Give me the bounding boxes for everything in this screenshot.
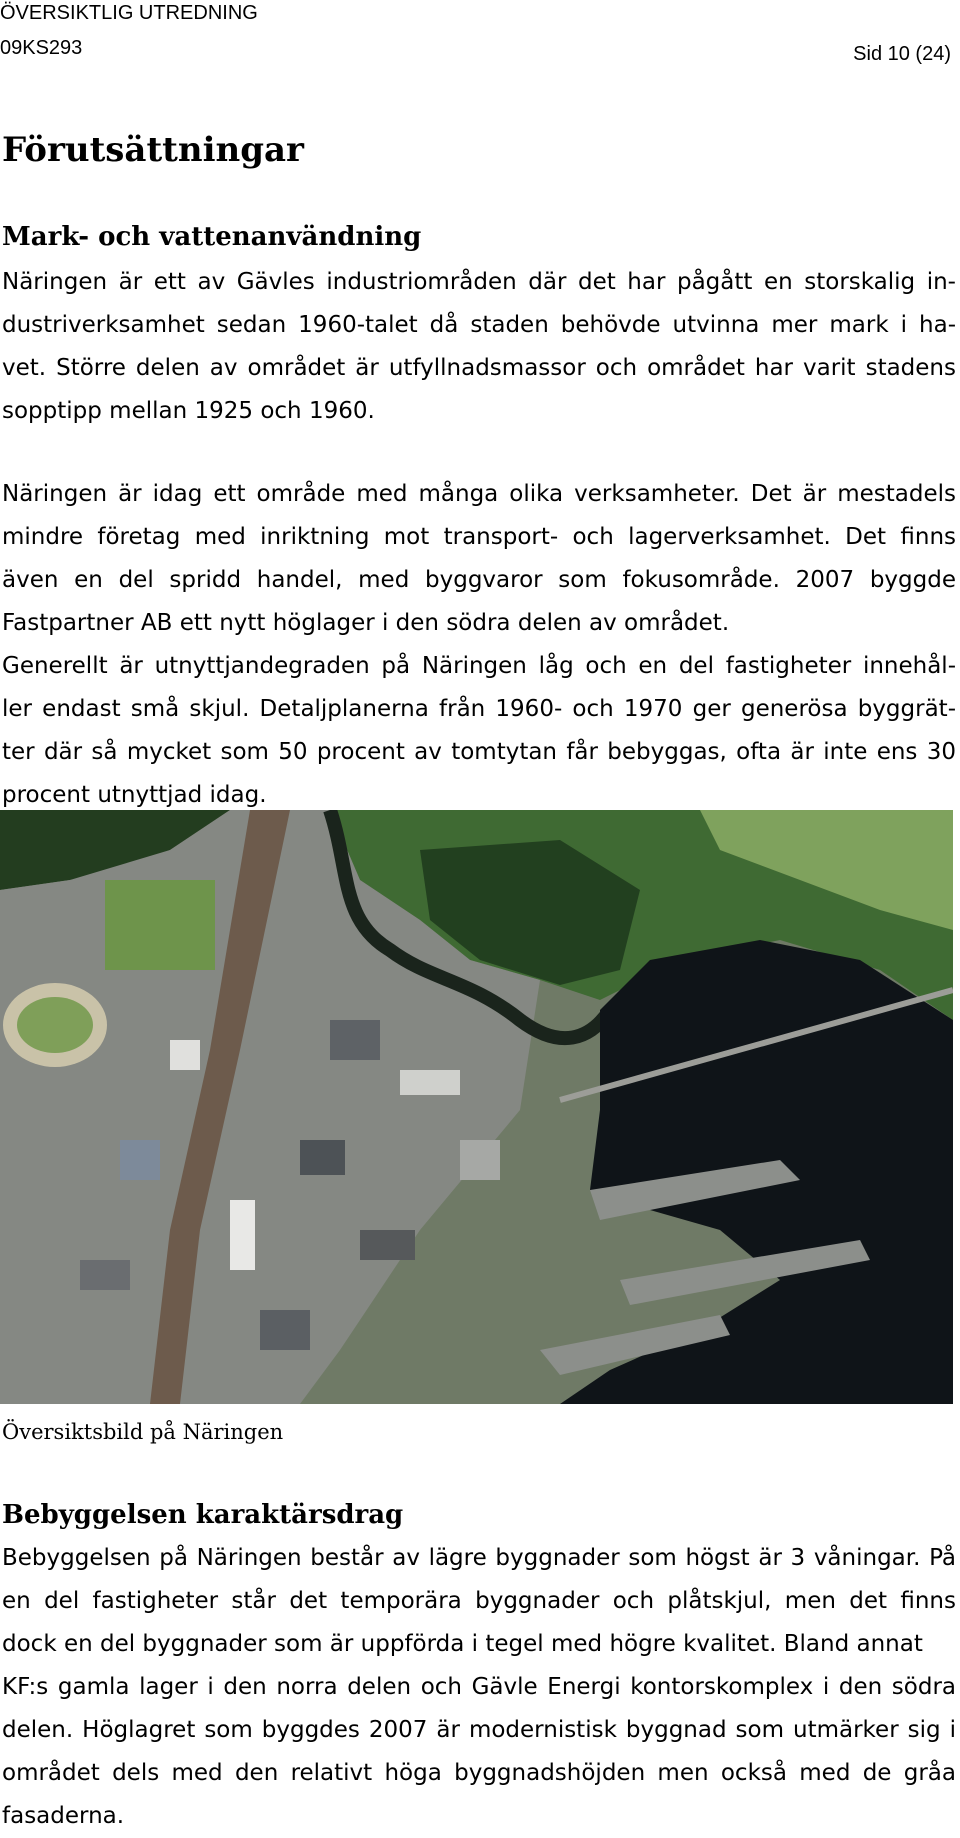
text-line: Näringen är ett av Gävles industriområden där det har pågått en storskalig in- — [2, 269, 956, 295]
building — [230, 1200, 255, 1270]
text-line: dock en del byggnader som är uppförda i tegel med högre kvalitet. Bland annat — [2, 1631, 923, 1657]
section-heading-buildings: Bebyggelsen karaktärsdrag — [2, 1500, 404, 1530]
page-title: Förutsättningar — [2, 130, 304, 170]
text-line: även en del spridd handel, med byggvaror som fokusområde. 2007 byggde — [2, 567, 956, 593]
building — [400, 1070, 460, 1095]
text-line: ler endast små skjul. Detaljplanerna från 1960- och 1970 ger generösa byggrät- — [2, 696, 956, 722]
text-line: dustriverksamhet sedan 1960-talet då staden behövde utvinna mer mark i ha- — [2, 312, 956, 338]
building — [360, 1230, 415, 1260]
text-line: procent utnyttjad idag. — [2, 782, 267, 808]
text-line: Näringen är idag ett område med många olika verksamheter. Det är mestadels — [2, 481, 956, 507]
sports-field — [105, 880, 215, 970]
text-line: mindre företag med inriktning mot transport- och lagerverksamhet. Det finns — [2, 524, 956, 550]
building — [460, 1140, 500, 1180]
building — [260, 1310, 310, 1350]
building — [300, 1140, 345, 1175]
figure-caption: Översiktsbild på Näringen — [2, 1420, 284, 1444]
document-id: 09KS293 — [0, 37, 83, 59]
text-line: Bebyggelsen på Näringen består av lägre byggnader som högst är 3 våningar. På — [2, 1545, 956, 1571]
text-line: sopptipp mellan 1925 och 1960. — [2, 398, 375, 424]
text-line: en del fastigheter står det temporära byggnader och plåtskjul, men det finns — [2, 1588, 956, 1614]
building — [120, 1140, 160, 1180]
building — [170, 1040, 200, 1070]
text-line: Generellt är utnyttjandegraden på Näringen låg och en del fastigheter innehål- — [2, 653, 956, 679]
building — [330, 1020, 380, 1060]
paragraph-building-character — [2, 1537, 956, 1838]
text-line: vet. Större delen av området är utfyllnadsmassor och området har varit stadens — [2, 355, 956, 381]
page-number: Sid 10 (24) — [853, 43, 951, 65]
text-line: Fastpartner AB ett nytt höglager i den södra delen av området. — [2, 610, 730, 636]
text-line: delen. Höglagret som byggdes 2007 är modernistisk byggnad som utmärker sig i — [2, 1717, 956, 1743]
text-line: ter där så mycket som 50 procent av tomtytan får bebyggas, ofta är inte ens 30 — [2, 739, 956, 765]
text-line: området dels med den relativt höga byggnadshöjden men också med de gråa — [2, 1760, 956, 1786]
paragraph-current-activities — [2, 473, 956, 817]
section-heading-land-use: Mark- och vattenanvändning — [2, 222, 422, 252]
report-type-label: ÖVERSIKTLIG UTREDNING — [0, 2, 258, 24]
paragraph-land-use-history — [2, 261, 956, 433]
race-track-infield — [17, 997, 93, 1053]
aerial-photo — [0, 810, 953, 1404]
text-line: fasaderna. — [2, 1803, 125, 1829]
text-line: KF:s gamla lager i den norra delen och Gävle Energi kontorskomplex i den södra — [2, 1674, 956, 1700]
aerial-photo-graphic — [0, 810, 953, 1404]
building — [80, 1260, 130, 1290]
